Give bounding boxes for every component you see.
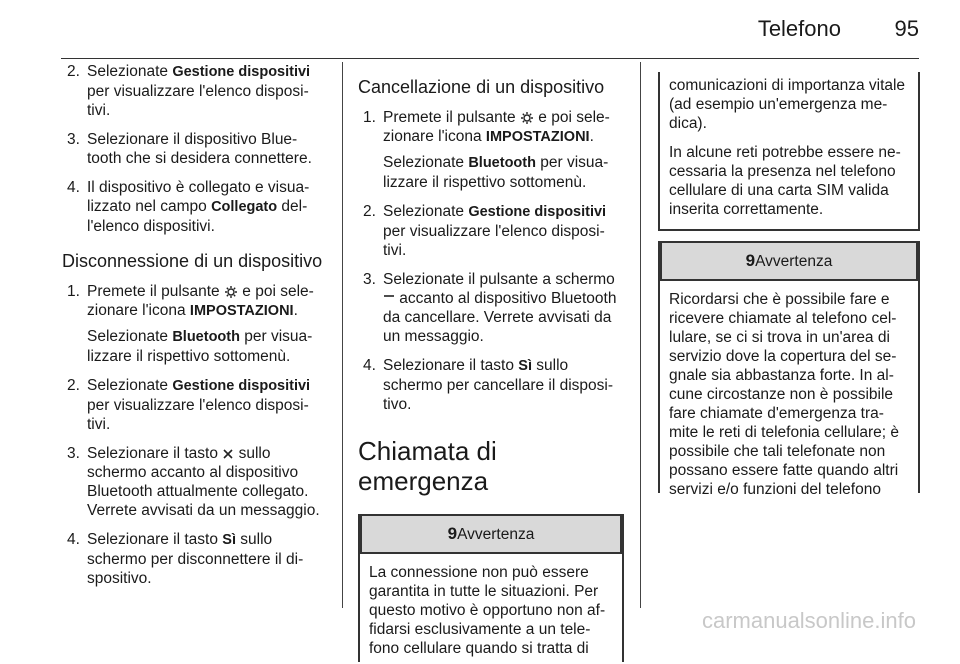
list-item: 3. Selezionare il dispositivo Blue- tooth che si desidera connettere. — [67, 131, 312, 167]
list-item: 3. Selezionare il tasto sullo schermo accanto al dispositivo Bluetooth attualmente collegato. Verrete avvisati da un messaggio. — [67, 445, 320, 519]
settings-gear-icon — [224, 285, 238, 299]
warning-box-continued — [658, 72, 920, 231]
warning-text-continued: In alcune reti potrebbe essere ne- cessaria la presenza nel telefono cellulare di una carta SIM valida inserita correttamente. — [669, 144, 901, 218]
steps-list-connect — [62, 62, 330, 236]
page-number: 95 — [894, 16, 919, 41]
header-title: Telefono — [757, 16, 841, 41]
column-2 — [358, 62, 624, 662]
warning-text: Ricordarsi che è possibile fare e ricevere chiamate al telefono cel- lulare, se ci si trova in un'area di servizio dove la copertura del se- gnale sia abbastanza forte. In al- cune circostanze non è possibile fare chiamate d'emergenza tra- mite le reti di telefonia cellulare; è possibile che tali telefonate non possano essere fatte quando altri servizi e/o funzioni del telefono — [669, 291, 900, 498]
list-item: 1. Premete il pulsante e poi sele- zionare l'icona IMPOSTAZIONI. Selezionate Bluetooth per visua- lizzare il rispettivo sottomenù. — [358, 108, 624, 192]
column-divider — [640, 62, 641, 608]
warning-text-continued: comunicazioni di importanza vitale (ad esempio un'emergenza me- dica). — [669, 77, 906, 132]
section-title-disconnect: Disconnessione di un dispositivo — [62, 251, 323, 271]
column-divider — [342, 62, 343, 608]
steps-list-delete — [358, 108, 624, 414]
minus-icon — [383, 294, 395, 304]
list-item: 2. Selezionate Gestione dispositivi per visualizzare l'elenco disposi- tivi. — [67, 377, 311, 433]
warning-box-title: 9Avvertenza — [360, 514, 622, 554]
warning-triangle-icon: 9 — [447, 524, 458, 543]
list-item: 4. Selezionare il tasto Sì sullo schermo per disconnettere il di- spositivo. — [67, 531, 304, 587]
sub-paragraph: Selezionate Bluetooth per visua- lizzare il rispettivo sottomenù. — [383, 154, 609, 191]
warning-text: La connessione non può essere garantita in tutte le situazioni. Per questo motivo è opportuno non af- fidarsi esclusivamente a un tele- fono cellulare quando si tratta di — [369, 564, 606, 657]
steps-list-disconnect — [62, 282, 330, 588]
column-1 — [62, 62, 330, 598]
list-item: 4. Il dispositivo è collegato e visua- lizzato nel campo Collegato del- l'elenco dispositivi. — [67, 179, 310, 235]
warning-box-title: 9Avvertenza — [660, 241, 918, 281]
sub-paragraph: Selezionate Bluetooth per visua- lizzare il rispettivo sottomenù. — [87, 328, 313, 365]
list-item: 4. Selezionare il tasto Sì sullo schermo per cancellare il disposi- tivo. — [363, 357, 614, 413]
list-item: 2. Selezionate Gestione dispositivi per visualizzare l'elenco disposi- tivi. — [67, 63, 311, 119]
list-item: 3. Selezionate il pulsante a schermo accanto al dispositivo Bluetooth da cancellare. Verrete avvisati da un messaggio. — [363, 271, 617, 345]
close-x-icon — [222, 448, 234, 460]
list-item: 1. Premete il pulsante e poi sele- zionare l'icona IMPOSTAZIONI. Selezionate Bluetooth per visua- lizzare il rispettivo sottomenù. — [62, 282, 330, 366]
section-title-delete: Cancellazione di un dispositivo — [358, 77, 605, 97]
settings-gear-icon — [520, 111, 534, 125]
column-3 — [658, 72, 920, 498]
list-item: 2. Selezionate Gestione dispositivi per visualizzare l'elenco disposi- tivi. — [363, 203, 607, 259]
warning-triangle-icon: 9 — [745, 251, 756, 270]
section-heading-emergency: Chiamata di emergenza — [358, 436, 497, 496]
warning-box — [658, 241, 920, 498]
warning-box — [358, 514, 624, 662]
watermark: carmanualsonline.info — [701, 608, 916, 633]
page-header — [61, 0, 919, 59]
